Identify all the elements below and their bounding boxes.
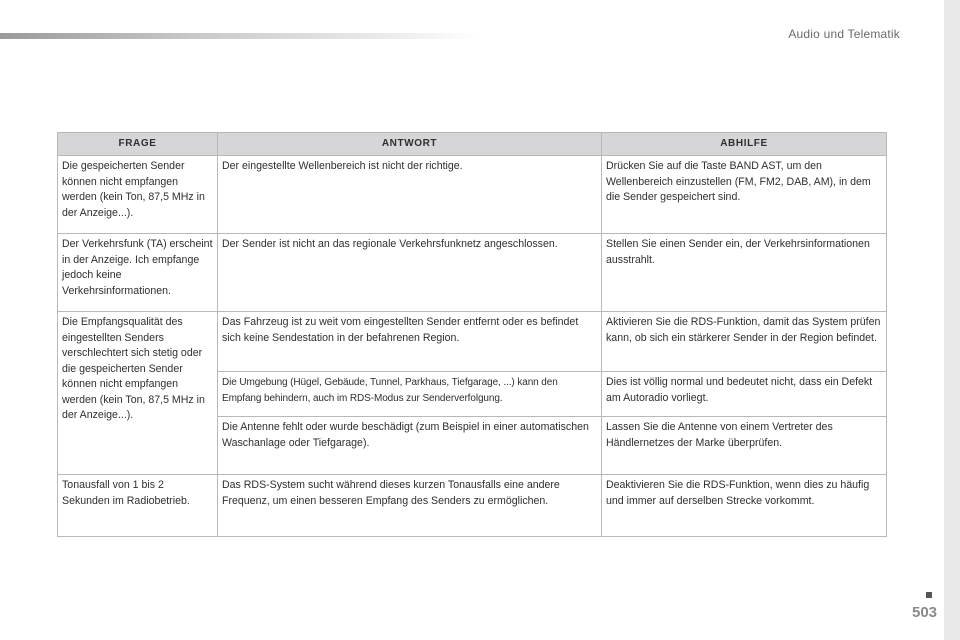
table-row xyxy=(58,475,887,537)
answer-cell: Das Fahrzeug ist zu weit vom eingestellten Sender entfernt oder es befindet sich keine Sendestation in der befahrenen Region. xyxy=(218,312,602,372)
header-decor-bar xyxy=(0,33,480,39)
question-cell: Der Verkehrsfunk (TA) erscheint in der Anzeige. Ich empfange jedoch keine Verkehrsinformationen. xyxy=(58,234,218,312)
remedy-cell: Stellen Sie einen Sender ein, der Verkehrsinformationen ausstrahlt. xyxy=(602,234,887,312)
remedy-cell: Aktivieren Sie die RDS-Funktion, damit das System prüfen kann, ob sich ein stärkerer Sender in der Region befindet. xyxy=(602,312,887,372)
remedy-cell: Deaktivieren Sie die RDS-Funktion, wenn dies zu häufig und immer auf derselben Strecke vorkommt. xyxy=(602,475,887,537)
faq-table xyxy=(57,132,887,537)
question-cell: Tonausfall von 1 bis 2 Sekunden im Radiobetrieb. xyxy=(58,475,218,537)
answer-cell: Der Sender ist nicht an das regionale Verkehrsfunknetz angeschlossen. xyxy=(218,234,602,312)
table-row xyxy=(58,156,887,234)
answer-cell: Die Antenne fehlt oder wurde beschädigt (zum Beispiel in einer automatischen Waschanlage oder Tiefgarage). xyxy=(218,417,602,475)
column-header-answer: ANTWORT xyxy=(218,133,602,156)
section-title: Audio und Telematik xyxy=(788,27,900,41)
question-cell: Die gespeicherten Sender können nicht empfangen werden (kein Ton, 87,5 MHz in der Anzeige...). xyxy=(58,156,218,234)
question-cell: Die Empfangsqualität des eingestellten Senders verschlechtert sich stetig oder die gespeicherten Sender können nicht empfangen werden (kein Ton, 87,5 MHz in der Anzeige...). xyxy=(58,312,218,475)
column-header-question: FRAGE xyxy=(58,133,218,156)
remedy-cell: Lassen Sie die Antenne von einem Vertreter des Händlernetzes der Marke überprüfen. xyxy=(602,417,887,475)
page-number: 503 xyxy=(912,604,938,621)
column-header-remedy: ABHILFE xyxy=(602,133,887,156)
remedy-cell: Dies ist völlig normal und bedeutet nicht, dass ein Defekt am Autoradio vorliegt. xyxy=(602,372,887,417)
answer-cell: Das RDS-System sucht während dieses kurzen Tonausfalls eine andere Frequenz, um einen besseren Empfang des Senders zu ermöglichen. xyxy=(218,475,602,537)
answer-cell: Der eingestellte Wellenbereich ist nicht der richtige. xyxy=(218,156,602,234)
page-edge-strip xyxy=(944,0,960,640)
table-row xyxy=(58,234,887,312)
table-header-row xyxy=(58,133,887,156)
remedy-cell: Drücken Sie auf die Taste BAND AST, um den Wellenbereich einzustellen (FM, FM2, DAB, AM), in dem die Sender gespeichert sind. xyxy=(602,156,887,234)
page-marker-square xyxy=(926,592,932,598)
table-row xyxy=(58,312,887,372)
answer-cell: Die Umgebung (Hügel, Gebäude, Tunnel, Parkhaus, Tiefgarage, ...) kann den Empfang behindern, auch im RDS-Modus zur Senderverfolgung. xyxy=(218,372,602,417)
